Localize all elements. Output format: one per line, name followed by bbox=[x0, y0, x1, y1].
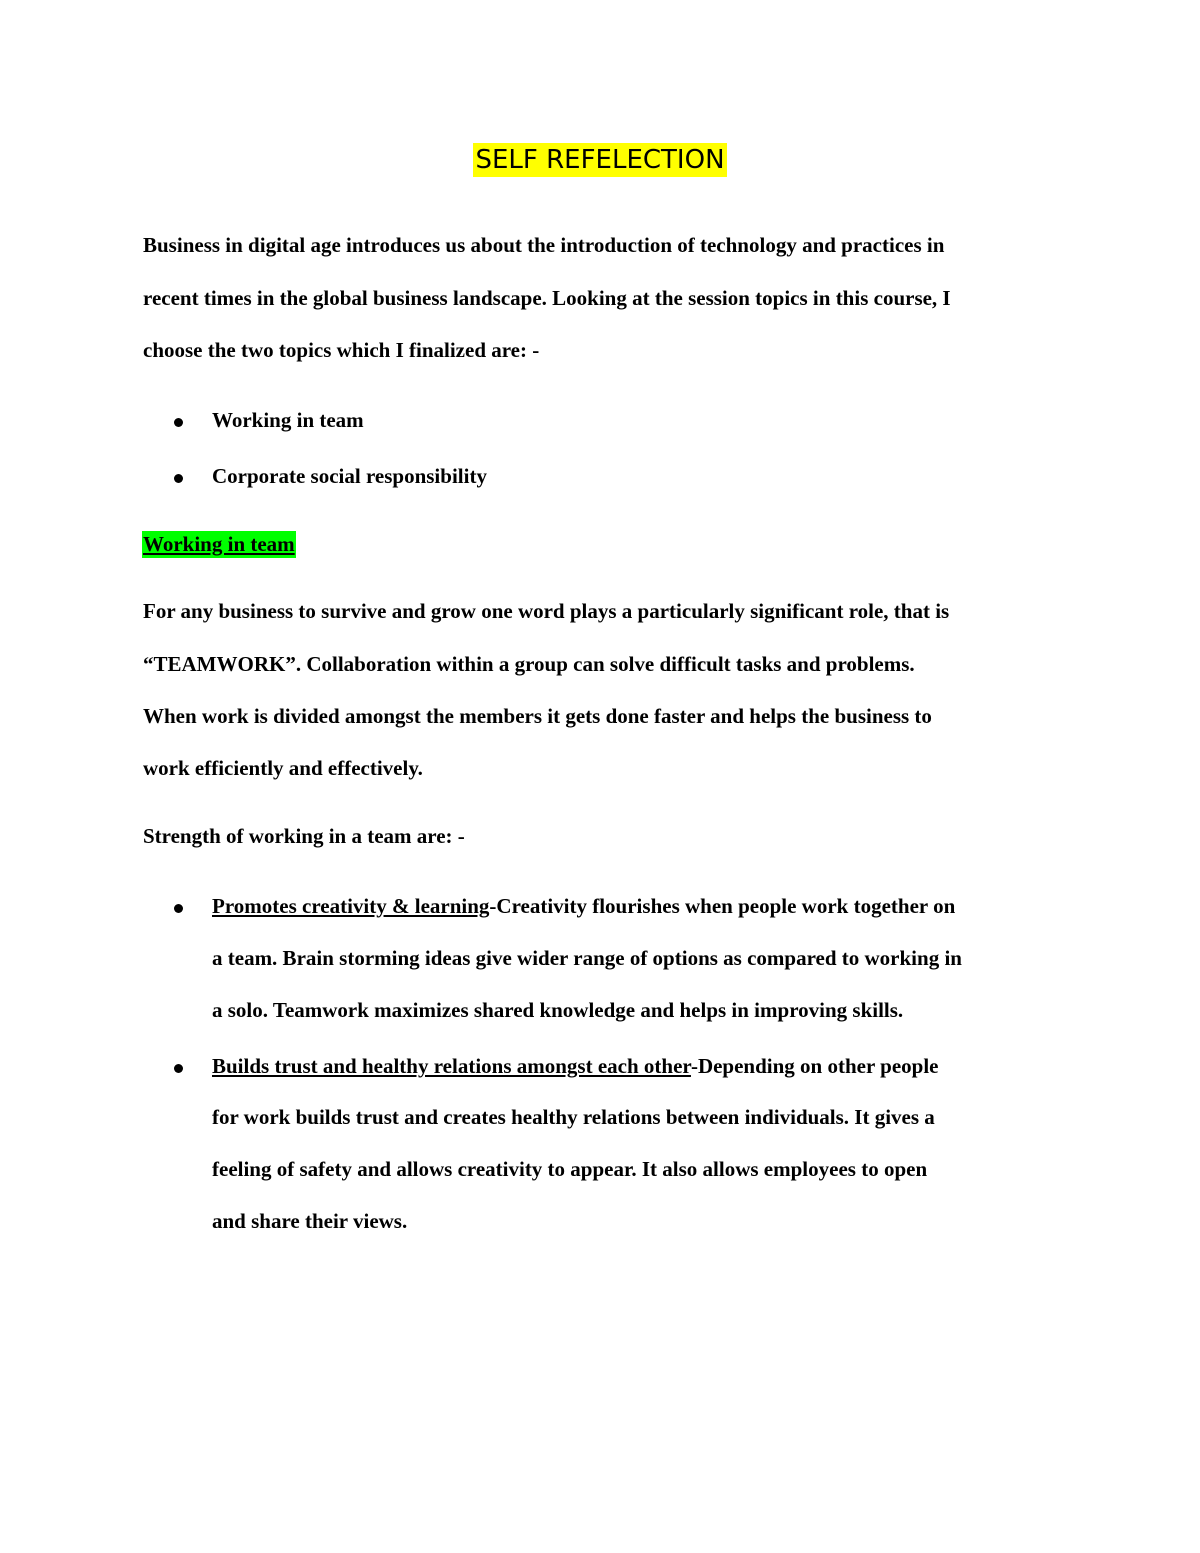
topic-item: Corporate social responsibility bbox=[212, 464, 487, 488]
strength-text: -Creativity flourishes when people work together on bbox=[489, 894, 956, 918]
section-heading: Working in team bbox=[143, 532, 295, 556]
strength-line: and share their views. bbox=[212, 1209, 408, 1233]
bullet-icon bbox=[174, 1064, 183, 1073]
topic-item: Working in team bbox=[212, 408, 364, 432]
strength-line: a solo. Teamwork maximizes shared knowledge and helps in improving skills. bbox=[212, 998, 904, 1022]
paragraph-line: “TEAMWORK”. Collaboration within a group can solve difficult tasks and problems. bbox=[143, 652, 915, 676]
strength-line: for work builds trust and creates healthy relations between individuals. It gives a bbox=[212, 1105, 935, 1129]
strength-heading: Strength of working in a team are: - bbox=[143, 824, 465, 848]
paragraph-line: When work is divided amongst the members it gets done faster and helps the business to bbox=[143, 704, 932, 728]
strength-line: feeling of safety and allows creativity to appear. It also allows employees to open bbox=[212, 1157, 928, 1181]
intro-line: choose the two topics which I finalized are: - bbox=[143, 338, 540, 362]
strength-item-first-line bbox=[212, 1054, 939, 1079]
bullet-icon bbox=[174, 904, 183, 913]
strength-line: a team. Brain storming ideas give wider range of options as compared to working in bbox=[212, 946, 962, 970]
strength-title: Promotes creativity & learning bbox=[212, 894, 490, 918]
strength-title: Builds trust and healthy relations amongst each other bbox=[212, 1054, 691, 1078]
intro-line: recent times in the global business landscape. Looking at the session topics in this course, I bbox=[143, 286, 951, 310]
intro-line: Business in digital age introduces us about the introduction of technology and practices in bbox=[143, 233, 945, 257]
document-title: SELF REFELECTION bbox=[475, 145, 725, 175]
strength-text: -Depending on other people bbox=[690, 1054, 939, 1078]
title-row bbox=[0, 141, 1200, 179]
bullet-icon bbox=[174, 418, 183, 427]
strength-item-first-line bbox=[212, 894, 955, 919]
paragraph-line: For any business to survive and grow one word plays a particularly significant role, that is bbox=[143, 599, 950, 623]
paragraph-line: work efficiently and effectively. bbox=[143, 756, 423, 780]
bullet-icon bbox=[174, 474, 183, 483]
